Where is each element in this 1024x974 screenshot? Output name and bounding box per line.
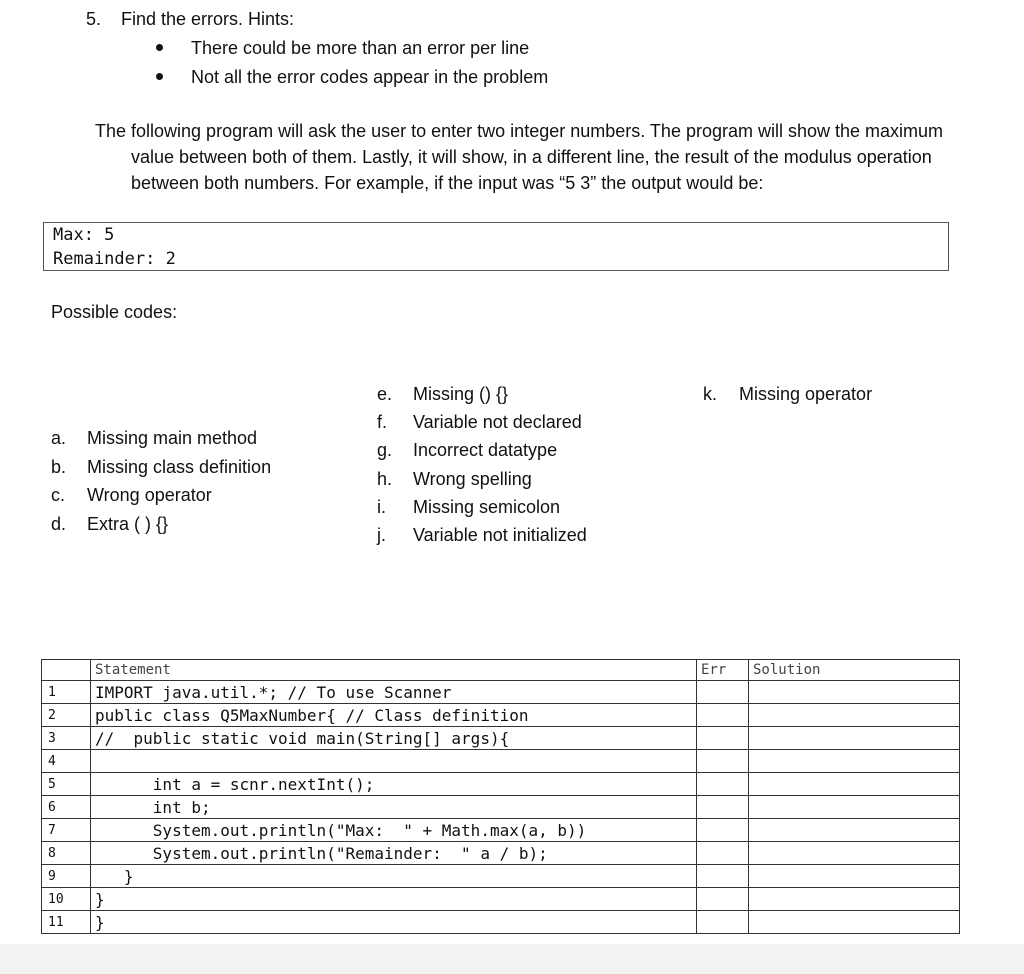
solution-cell[interactable] xyxy=(749,888,960,911)
solution-cell[interactable] xyxy=(749,773,960,796)
statement-cell: int b; xyxy=(91,796,697,819)
statement-cell: System.out.println("Remainder: " a / b); xyxy=(91,842,697,865)
sample-output-line: Remainder: 2 xyxy=(53,249,176,269)
table-row xyxy=(42,681,960,704)
solution-cell[interactable] xyxy=(749,704,960,727)
header-solution: Solution xyxy=(749,660,960,681)
code-item: a. Missing main method xyxy=(51,428,258,448)
statement-cell: } xyxy=(91,865,697,888)
err-cell[interactable] xyxy=(697,773,749,796)
question-number: 5. xyxy=(86,9,102,29)
header-err: Err xyxy=(697,660,749,681)
line-number: 6 xyxy=(42,796,91,819)
codes-column-3 xyxy=(703,380,872,408)
err-cell[interactable] xyxy=(697,842,749,865)
bullet-icon xyxy=(156,44,163,51)
table-row xyxy=(42,750,960,773)
err-cell[interactable] xyxy=(697,911,749,934)
err-cell[interactable] xyxy=(697,727,749,750)
err-cell[interactable] xyxy=(697,796,749,819)
table-header-row xyxy=(42,660,960,681)
table-row xyxy=(42,704,960,727)
statement-cell: int a = scnr.nextInt(); xyxy=(91,773,697,796)
statement-cell: public class Q5MaxNumber{ // Class definition xyxy=(91,704,697,727)
code-item: b. Missing class definition xyxy=(51,456,272,477)
err-cell[interactable] xyxy=(697,681,749,704)
header-num xyxy=(42,660,91,681)
table-row xyxy=(42,842,960,865)
line-number: 3 xyxy=(42,727,91,750)
table-row xyxy=(42,727,960,750)
solution-cell[interactable] xyxy=(749,911,960,934)
line-number: 5 xyxy=(42,773,91,796)
line-number: 2 xyxy=(42,704,91,727)
code-table xyxy=(41,659,960,934)
page-bottom-edge xyxy=(0,944,1024,974)
codes-column-1 xyxy=(51,424,271,538)
line-number: 8 xyxy=(42,842,91,865)
code-item: k. Missing operator xyxy=(703,384,873,404)
solution-cell[interactable] xyxy=(749,819,960,842)
solution-cell[interactable] xyxy=(749,842,960,865)
statement-cell: // public static void main(String[] args){ xyxy=(91,727,697,750)
solution-cell[interactable] xyxy=(749,796,960,819)
hint-1: There could be more than an error per line xyxy=(191,38,530,58)
line-number: 9 xyxy=(42,865,91,888)
err-cell[interactable] xyxy=(697,819,749,842)
code-item: j. Variable not initialized xyxy=(377,525,587,546)
solution-cell[interactable] xyxy=(749,865,960,888)
code-item: d. Extra ( ) {} xyxy=(51,513,169,534)
question-title: Find the errors. Hints: xyxy=(121,9,295,29)
sample-output-line: Max: 5 xyxy=(53,225,115,245)
line-number: 11 xyxy=(42,911,91,934)
codes-title: Possible codes: xyxy=(51,302,178,322)
statement-cell: System.out.println("Max: " + Math.max(a, b)) xyxy=(91,819,697,842)
table-row xyxy=(42,773,960,796)
bullet-icon xyxy=(156,73,163,80)
line-number: 7 xyxy=(42,819,91,842)
code-item: i. Missing semicolon xyxy=(377,496,561,517)
code-item: f. Variable not declared xyxy=(377,412,582,433)
code-item: e. Missing () {} xyxy=(377,384,509,404)
table-row xyxy=(42,865,960,888)
table-row xyxy=(42,819,960,842)
err-cell[interactable] xyxy=(697,704,749,727)
sample-output-box xyxy=(43,222,949,271)
err-cell[interactable] xyxy=(697,750,749,773)
hint-2: Not all the error codes appear in the problem xyxy=(191,67,549,87)
solution-cell[interactable] xyxy=(749,681,960,704)
err-cell[interactable] xyxy=(697,888,749,911)
line-number: 4 xyxy=(42,750,91,773)
code-item: c. Wrong operator xyxy=(51,485,212,505)
description-paragraph: The following program will ask the user to enter two integer numbers. The program will show the maximum value between both of them. Lastly, it will show, in a different line, the result of the modulus operation between both numbers. For example, if the input was “5 3” the output would be: xyxy=(95,121,944,193)
codes-column-2 xyxy=(377,380,587,549)
line-number: 10 xyxy=(42,888,91,911)
line-number: 1 xyxy=(42,681,91,704)
err-cell[interactable] xyxy=(697,865,749,888)
statement-cell: } xyxy=(91,911,697,934)
code-item: g. Incorrect datatype xyxy=(377,440,558,461)
header-statement: Statement xyxy=(91,660,697,681)
table-row xyxy=(42,911,960,934)
statement-cell xyxy=(91,750,697,773)
solution-cell[interactable] xyxy=(749,750,960,773)
solution-cell[interactable] xyxy=(749,727,960,750)
table-row xyxy=(42,888,960,911)
statement-cell: IMPORT java.util.*; // To use Scanner xyxy=(91,681,697,704)
table-row xyxy=(42,796,960,819)
statement-cell: } xyxy=(91,888,697,911)
code-item: h. Wrong spelling xyxy=(377,468,532,489)
